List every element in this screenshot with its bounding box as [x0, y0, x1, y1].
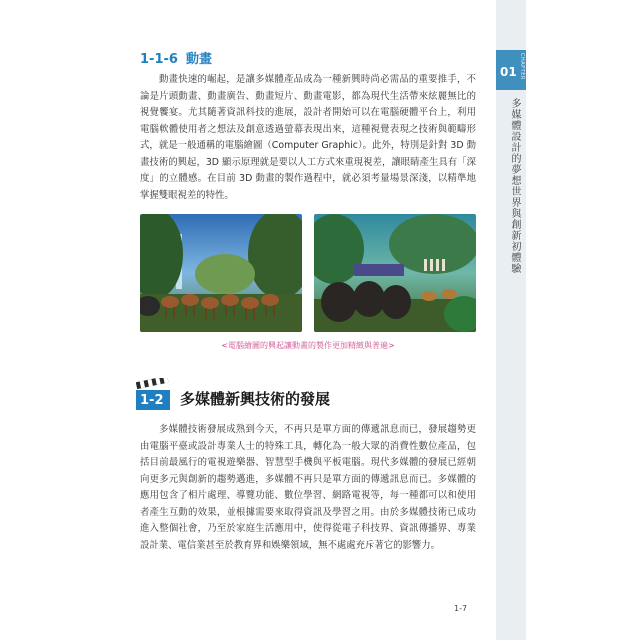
chapter-label: CHAPTER: [519, 53, 525, 80]
page-number: 1-7: [454, 604, 468, 613]
section-title: 多媒體新興技術的發展: [180, 390, 331, 408]
chapter-number: 01: [500, 65, 517, 79]
multimedia-trends-paragraph: 多媒體技術發展成熟到今天，不再只是單方面的傳遞訊息而已，發展趨勢更由電腦平臺或設計專業人士的特殊工具，轉化為一般大眾的消費性數位產品，包括目前最風行的電視遊樂器、智慧型手機與平板電腦。現代多媒體的發展已經朝向更多元與創新的趨勢邁進，多媒體不再只是單方面的傳遞訊息而已。多媒體的應用包含了相片處理、導覽功能、數位學習、網路電視等，每一種都可以和使用者產生互動的效果，並根據需要來取得資訊及學習之用。由於多媒體技術已成功進入整個社會，乃至於家庭生活應用中，使得從電子科技界、資訊傳播界、專業設計業、電信業甚至於教育界和娛樂領域，無不處處充斥著它的影響力。: [140, 424, 476, 551]
chapter-sidebar: [496, 0, 526, 640]
figure-caption: <電腦繪圖的興起讓動畫的製作更加精緻與普遍>: [221, 341, 395, 350]
section-1-1-6-heading: [140, 48, 212, 67]
animation-illustration-deer: [140, 214, 302, 332]
chapter-badge: [496, 50, 526, 90]
section-number: 1-1-6: [140, 52, 178, 67]
section-number: 1-2: [140, 393, 164, 408]
animation-paragraph: 動畫快速的崛起，是讓多媒體產品成為一種新興時尚必需品的重要推手，不論是片頭動畫、動畫廣告、動畫短片、動畫電影，都為現代生活帶來炫麗無比的視覺饗宴。尤其隨著資訊科技的進展，設計者開始可以在電腦硬體平台上，利用電腦軟體使用者之想法及創意透過螢幕表現出來，這種視覺表現之技術與範疇形式，就是一般通稱的電腦繪圖（Computer Graphic）。此外，特別是針對 3D 動畫技術的興起，3D 顯示原理就是要以人工方式來重現視差，讓眼睛產生具有「深度」的立體感。在目前 3D 動畫的製作過程中，就必須考量場景深淺，以精準地掌握雙眼視差的特性。: [140, 74, 476, 201]
animation-illustration-bears: [314, 214, 476, 332]
section-1-2-heading: [136, 378, 476, 412]
chapter-title: 多媒體設計的夢想世界與創新初體驗: [509, 98, 520, 274]
section-title: 動畫: [185, 52, 212, 67]
